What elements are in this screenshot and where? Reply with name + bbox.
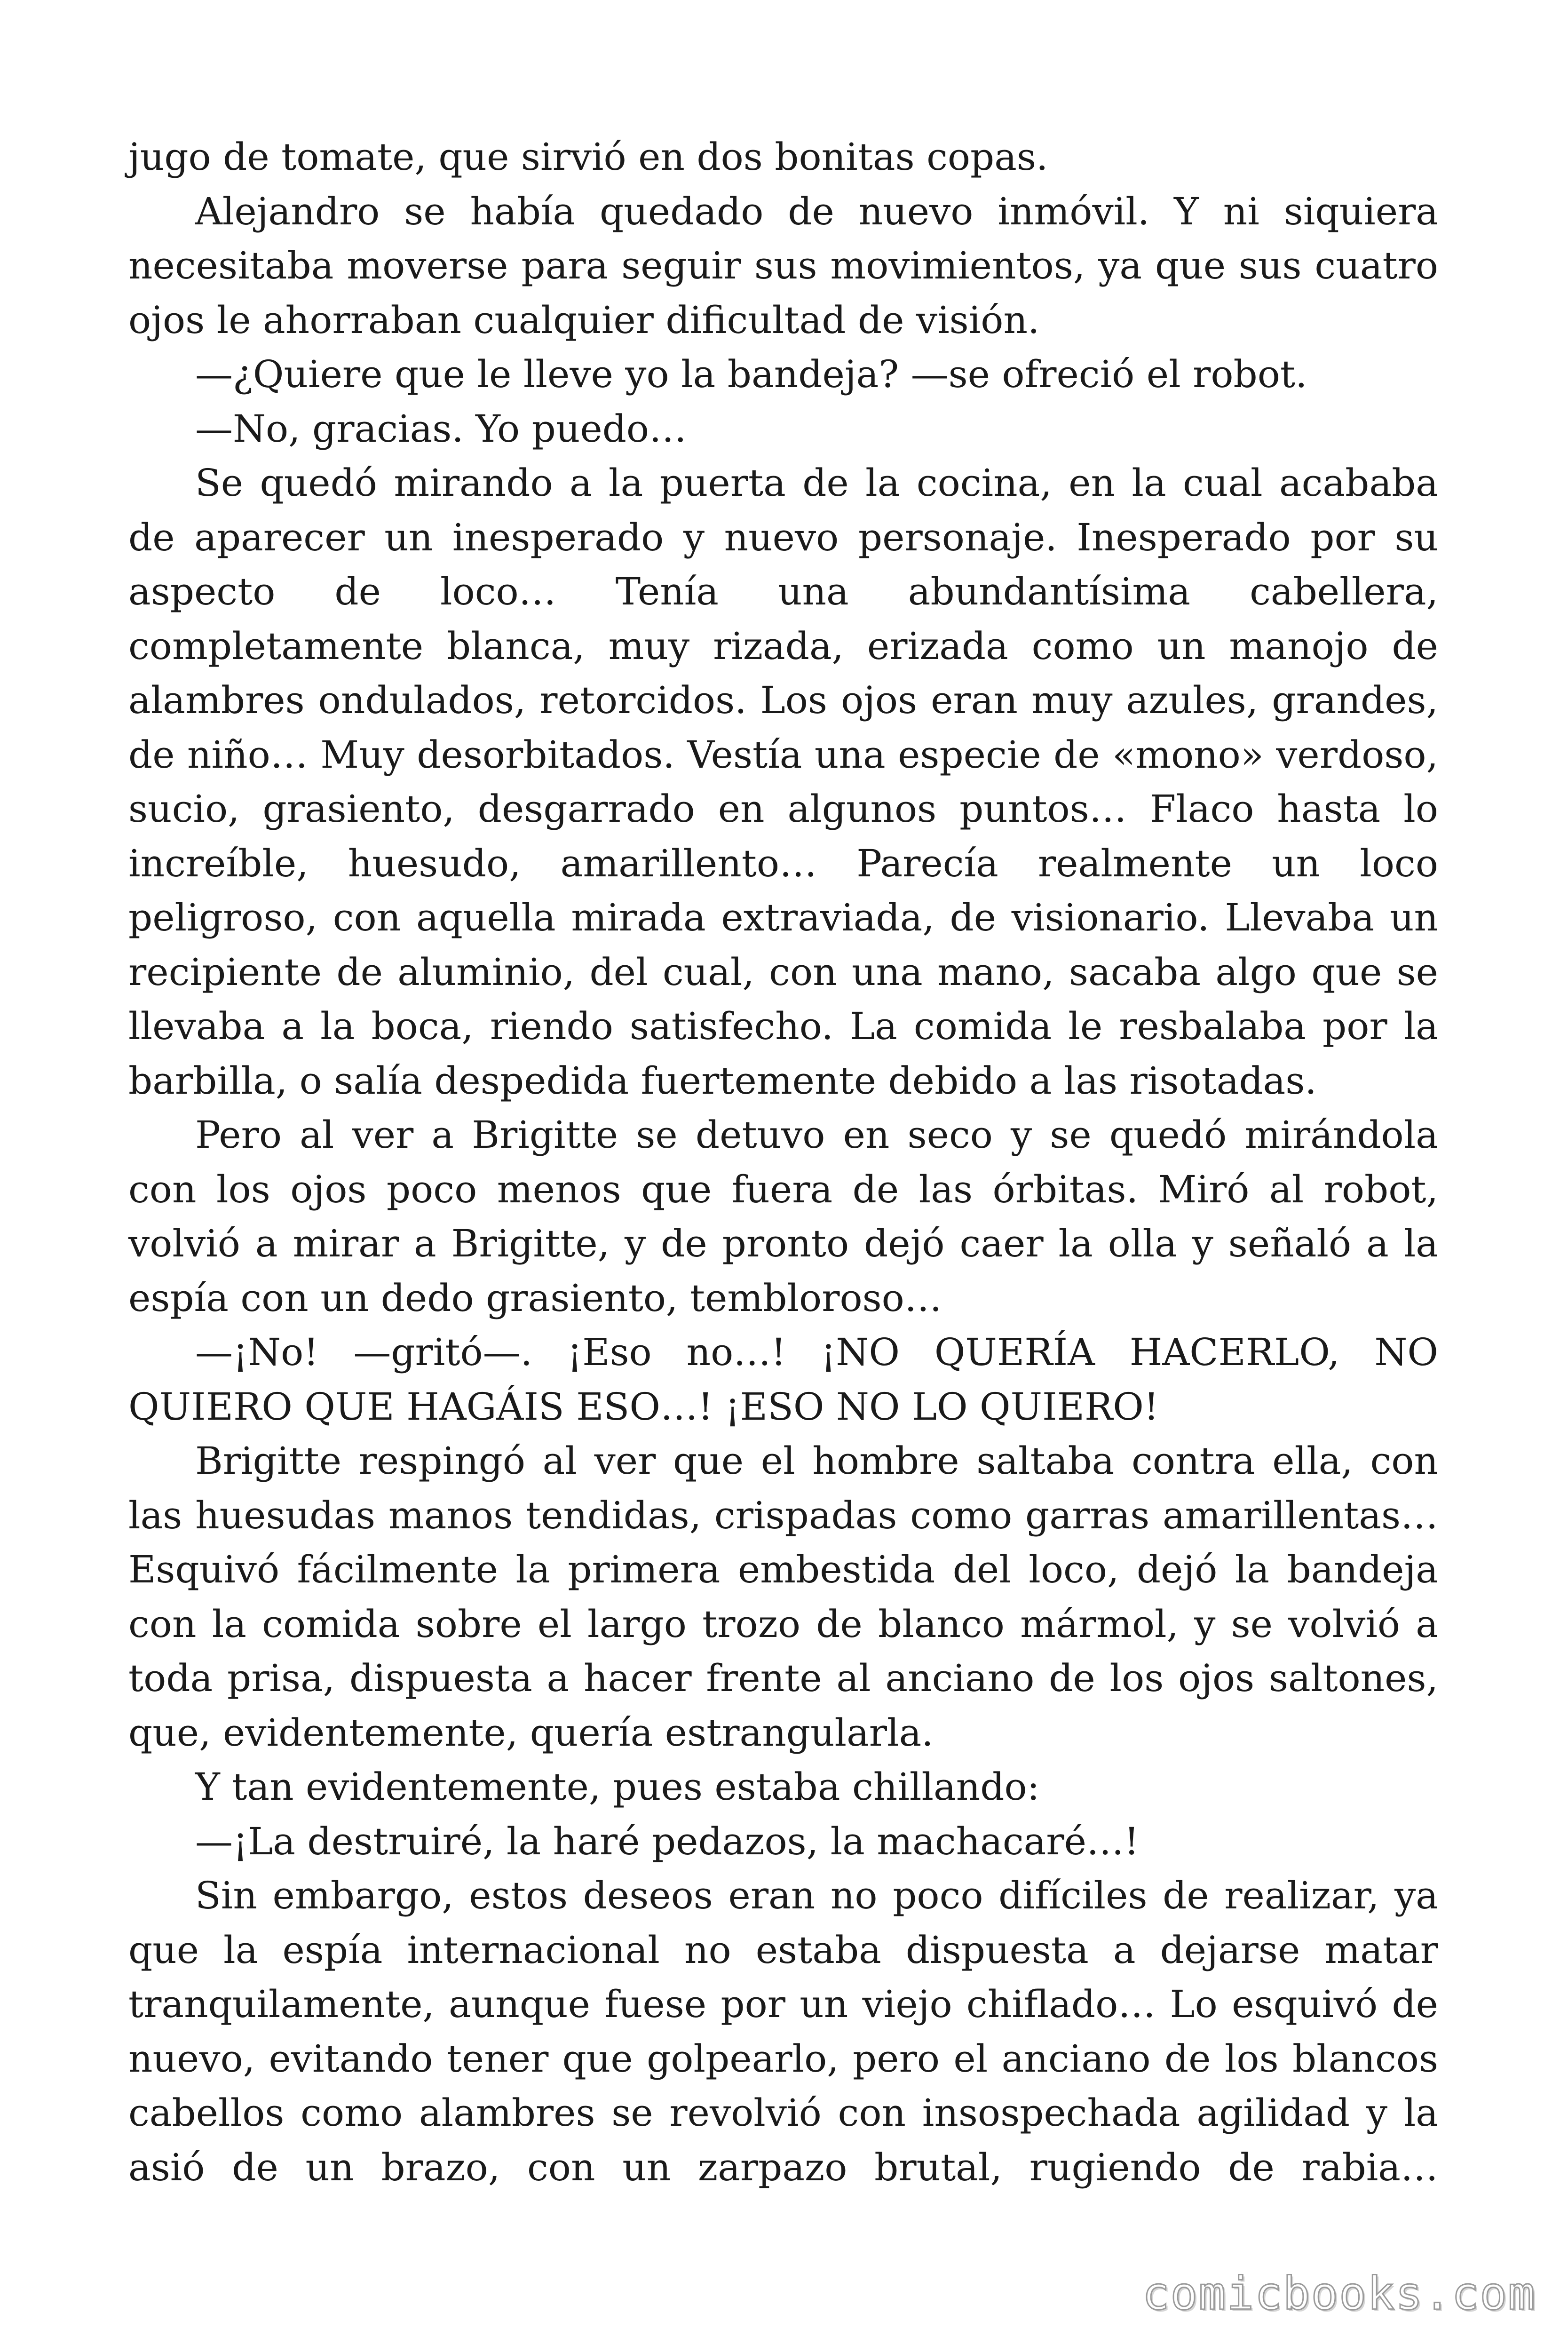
paragraph-8: Brigitte respingó al ver que el hombre saltaba contra ella, con las huesudas manos tendidas, crispadas como garras amarillentas… Esquivó fácilmente la primera embestida del loco, dejó la bandeja con la comida sobre el largo trozo de blanco mármol, y se volvió a toda prisa, dispuesta a hacer frente al anciano de los ojos saltones, que, evidentemente, quería estrangularla. xyxy=(128,1439,1438,1755)
paragraph-2: Alejandro se había quedado de nuevo inmóvil. Y ni siquiera necesitaba moverse para seguir sus movimientos, ya que sus cuatro ojos le ahorraban cualquier dificultad de visión. xyxy=(128,189,1438,342)
paragraph-1: jugo de tomate, que sirvió en dos bonitas copas. xyxy=(128,135,1048,179)
paragraph-7: —¡No! —gritó—. ¡Eso no…! ¡NO QUERÍA HACERLO, NO QUIERO QUE HAGÁIS ESO…! ¡ESO NO LO QUIERO! xyxy=(128,1330,1438,1429)
watermark-logo: comicbooks.com xyxy=(1142,2267,1536,2320)
paragraph-10: —¡La destruiré, la haré pedazos, la machacaré…! xyxy=(195,1819,1140,1863)
paragraph-9: Y tan evidentemente, pues estaba chillando: xyxy=(195,1765,1040,1809)
paragraph-5: Se quedó mirando a la puerta de la cocina, en la cual acababa de aparecer un inesperado y nuevo personaje. Inesperado por su aspecto de loco… Tenía una abundantísima cabellera, completamente blanca, muy rizada, erizada como un manojo de alambres ondulados, retorcidos. Los ojos eran muy azules, grandes, de niño… Muy desorbitados. Vestía una especie de «mono» verdoso, sucio, grasiento, desgarrado en algunos puntos… Flaco hasta lo increíble, huesudo, amarillento… Parecía realmente un loco peligroso, con aquella mirada extraviada, de visionario. Llevaba un recipiente de aluminio, del cual, con una mano, sacaba algo que se llevaba a la boca, riendo satisfecho. La comida le resbalaba por la barbilla, o salía despedida fuertemente debido a las risotadas. xyxy=(128,461,1438,1103)
paragraph-11: Sin embargo, estos deseos eran no poco difíciles de realizar, ya que la espía internacional no estaba dispuesta a dejarse matar tranquilamente, aunque fuese por un viejo chiflado… Lo esquivó de nuevo, evitando tener que golpearlo, pero el anciano de los blancos cabellos como alambres se revolvió con insospechada agilidad y la asió de un brazo, con un zarpazo brutal, rugiendo de rabia… xyxy=(128,1874,1438,2189)
page-body xyxy=(128,130,1438,2194)
paragraph-3: —¿Quiere que le lleve yo la bandeja? —se ofreció el robot. xyxy=(195,352,1307,396)
paragraph-6: Pero al ver a Brigitte se detuvo en seco y se quedó mirándola con los ojos poco menos que fuera de las órbitas. Miró al robot, volvió a mirar a Brigitte, y de pronto dejó caer la olla y señaló a la espía con un dedo grasiento, tembloroso… xyxy=(128,1113,1438,1320)
paragraph-4: —No, gracias. Yo puedo… xyxy=(195,406,687,451)
